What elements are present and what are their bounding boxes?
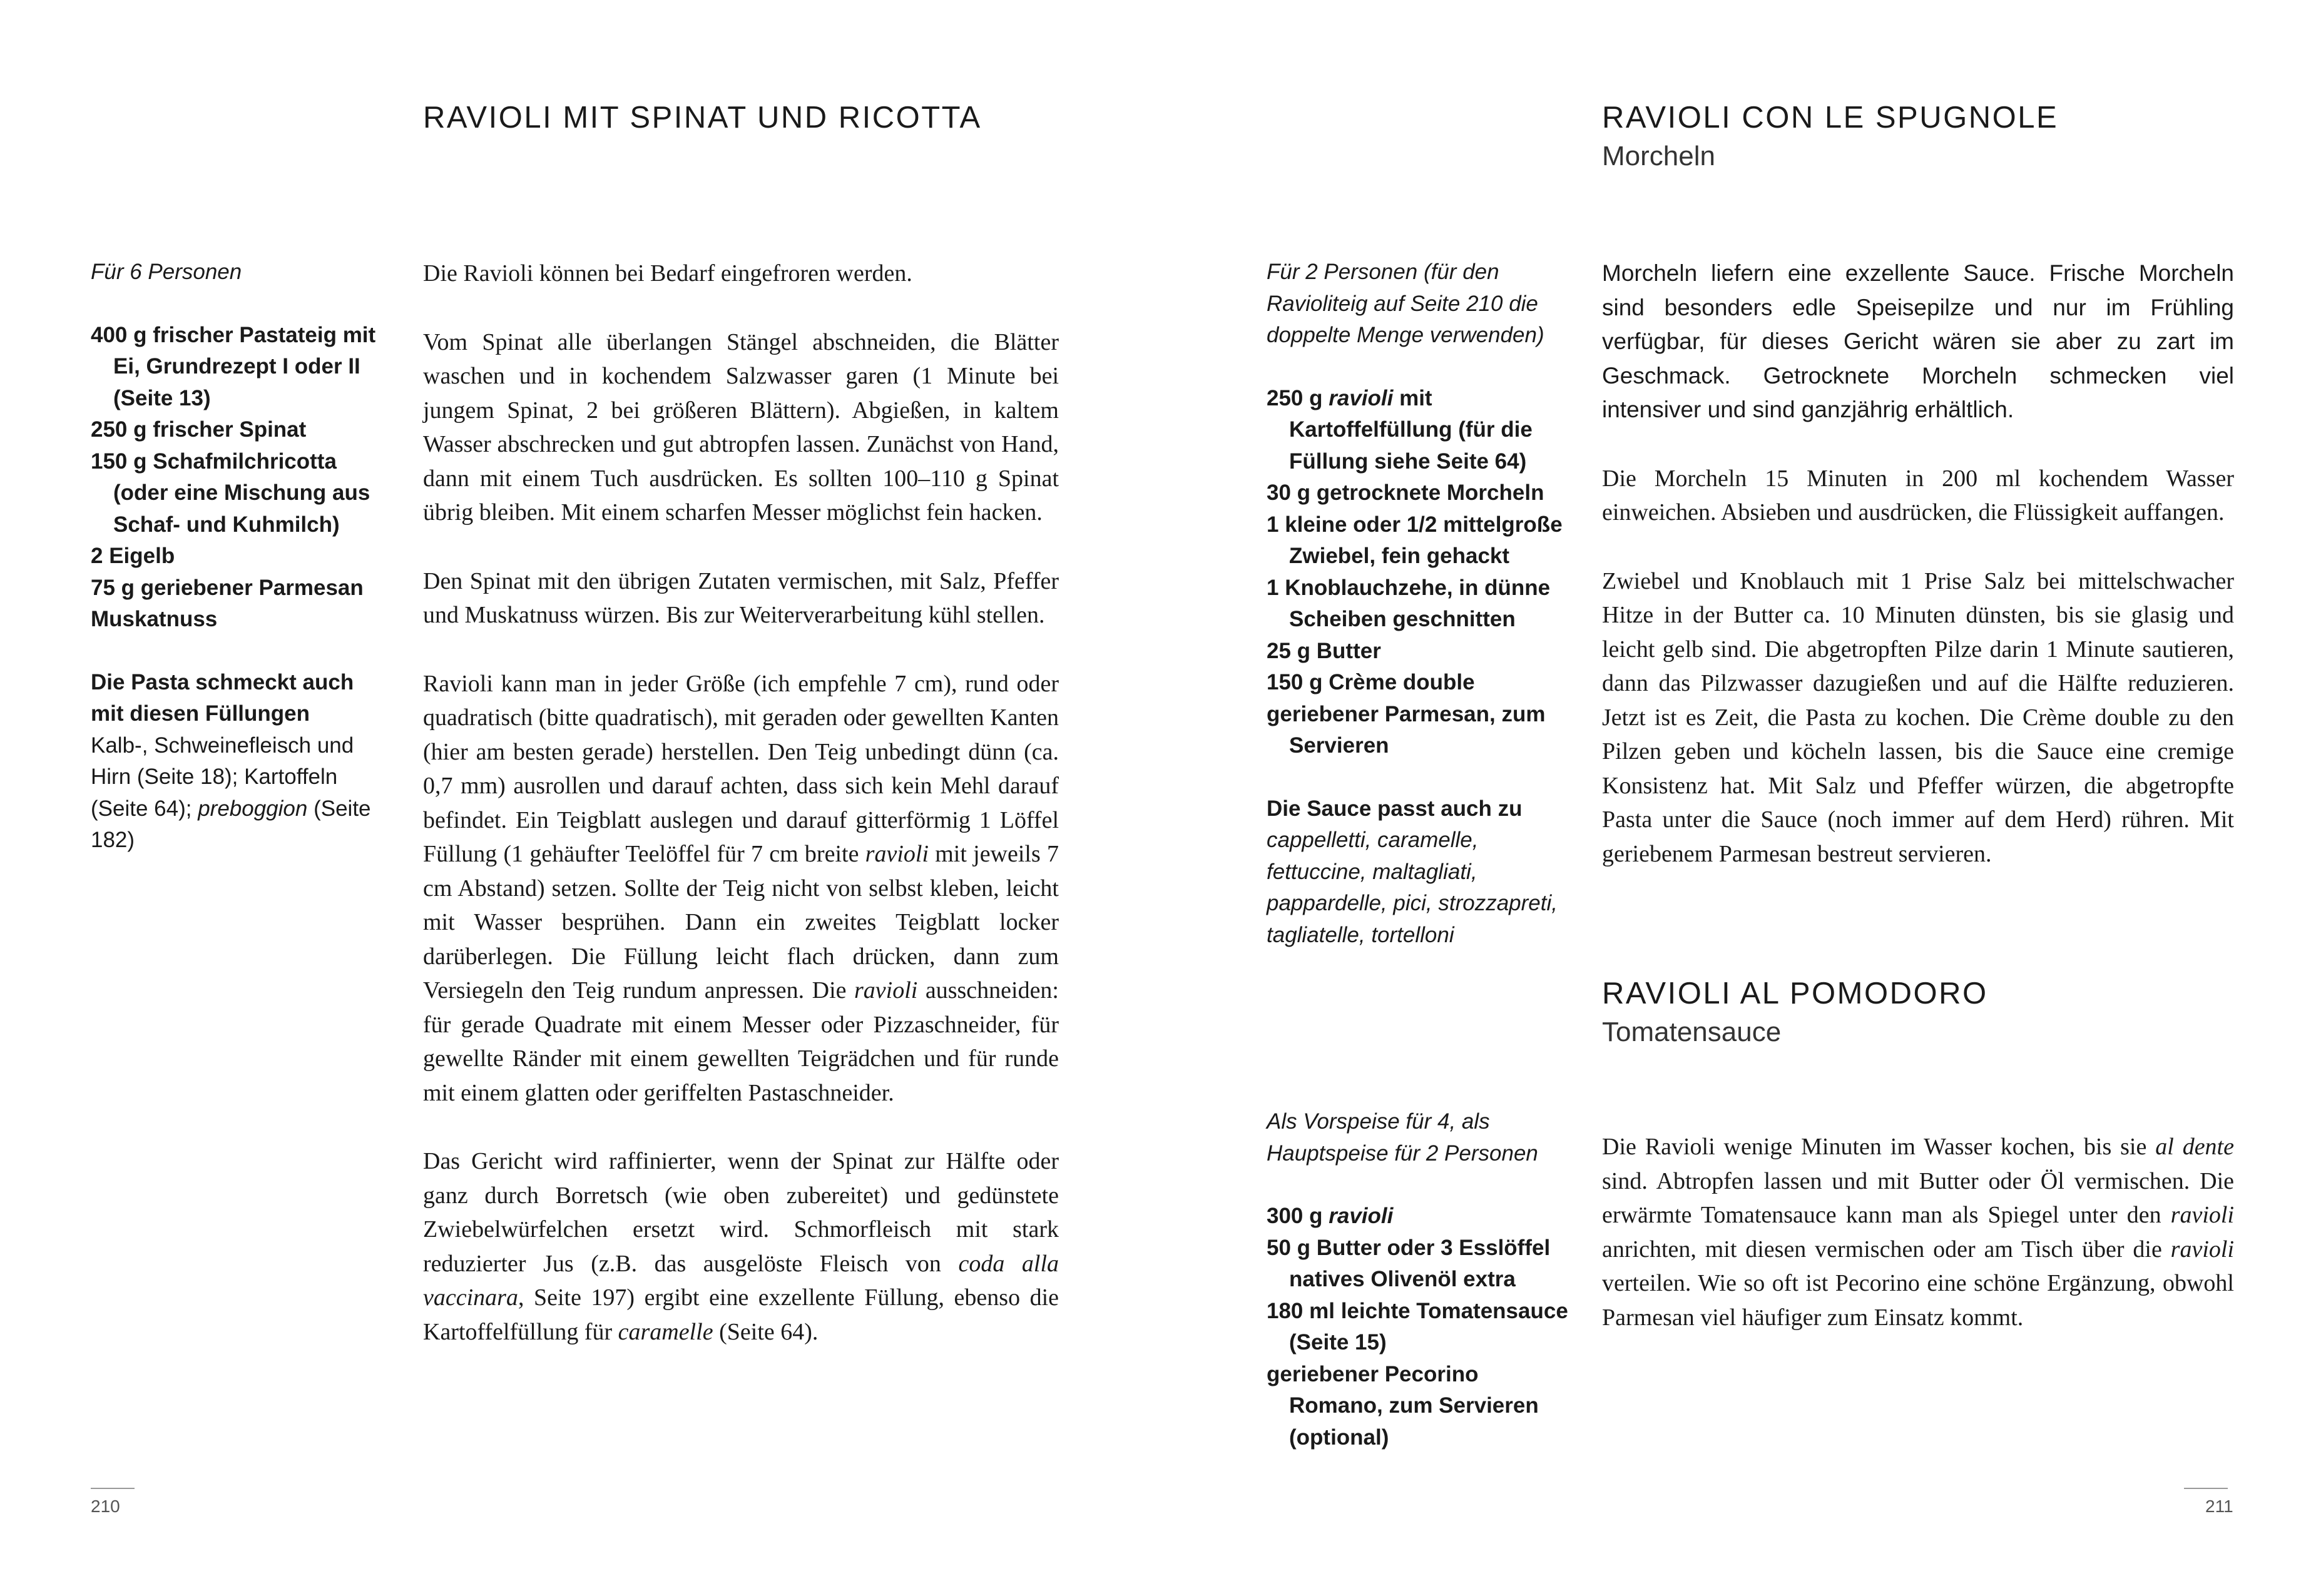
ingredient-item: geriebener Parmesan, zum Servieren [1267,701,1546,758]
note-text: cappelletti, caramelle, fettuccine, maltagliati, pappardelle, pici, strozzapreti, tagliatelle, tortelloni [1267,828,1558,947]
ingredient-item: 300 g ravioli [1267,1204,1394,1228]
body-paragraph: Die Ravioli wenige Minuten im Wasser kochen, bis sie al dente sind. Abtropfen lassen und mit Butter oder Öl vermischen. Die erwärmte Tomatensauce kann man als Spiegel unter den ravioli anrichten, mit diesen vermischen oder am Tisch über die ravioli verteilen. Wie so oft ist Pecorino eine schöne Ergänzung, obwohl Parmesan viel häufiger zum Einsatz kommt. [1602,1134,2234,1331]
body-paragraph: Morcheln liefern eine exzellente Sauce. Frische Morcheln sind besonders edle Speisepilze und nur im Frühling verfügbar, für dieses Gericht wären sie aber zu zart im Geschmack. Getrocknete Morcheln schmecken viel intensiver und sind ganzjährig erhältlich. [1602,260,2234,422]
recipe-body-spinat [423,257,1059,1383]
recipe-subtitle-morcheln: Morcheln [1602,141,1715,171]
ingredient-item: geriebener Pecorino Romano, zum Servieren (optional) [1267,1361,1539,1450]
body-paragraph: Ravioli kann man in jeder Größe (ich empfehle 7 cm), rund oder quadratisch (bitte quadratisch), mit geraden oder gewellten Kanten (hier am besten gerade) herstellen. Den Teig unbedingt dünn (ca. 0,7 mm) ausrollen und darauf achten, dass sich kein Mehl darauf befindet. Ein Teigblatt auslegen und darauf gitterförmig 1 Löffel Füllung (1 gehäufter Teelöffel für 7 cm breite ravioli mit jeweils 7 cm Abstand) setzen. Sollte der Teig nicht von selbst kleben, leicht mit Wasser besprühen. Dann ein zweites Teigblatt locker darüberlegen. Die Füllung leicht flach drücken, dann zum Versiegeln den Teig rundum anpressen. Die ravioli ausschneiden: für gerade Quadrate mit einem Messer oder Pizzaschneider, für gewellte Ränder mit einem gewellten Teigrädchen und für runde mit einem glatten oder geriffelten Pastaschneider. [423,670,1059,1106]
recipe-title-pomodoro: RAVIOLI AL POMODORO [1602,977,1988,1010]
ingredient-item: 180 ml leichte Tomatensauce (Seite 15) [1267,1298,1568,1355]
recipe-subtitle-tomatensauce: Tomatensauce [1602,1017,1782,1047]
body-paragraph: Den Spinat mit den übrigen Zutaten vermischen, mit Salz, Pfeffer und Muskatnuss würzen. Bis zur Weiterverarbeitung kühl stellen. [423,567,1059,628]
body-paragraph: Die Morcheln 15 Minuten in 200 ml kochendem Wasser einweichen. Absieben und ausdrücken, die Flüssigkeit auffangen. [1602,465,2234,526]
ingredient-list [1267,1201,1573,1453]
body-paragraph: Vom Spinat alle überlangen Stängel abschneiden, die Blätter waschen und in kochendem Salzwasser garen (1 Minute bei jungem Spinat, 2 bei größeren Blättern). Abgießen, in kaltem Wasser abschrecken und gut abtropfen lassen. Zunächst von Hand, dann mit einem Tuch ausdrücken. Es sollten 100–110 g Spinat übrig bleiben. Mit einem scharfen Messer möglichst fein hacken. [423,328,1059,526]
body-paragraph: Das Gericht wird raffinierter, wenn der Spinat zur Hälfte oder ganz durch Borretsch (wie oben zubereitet) und gedünstete Zwiebelwürfelchen ersetzt wird. Schmorfleisch mit stark reduzierter Jus (z.B. das ausgelöste Fleisch von coda alla vaccinara, Seite 197) ergibt eine exzellente Füllung, ebenso die Kartoffelfüllung für caramelle (Seite 64). [423,1148,1059,1345]
recipe-title-spugnole: RAVIOLI CON LE SPUGNOLE [1602,101,2059,135]
ingredient-item: 50 g Butter oder 3 Esslöffel natives Olivenöl extra [1267,1235,1551,1291]
ingredient-item: 1 Knoblauchzehe, in dünne Scheiben geschnitten [1267,575,1551,631]
ingredient-item: 150 g Crème double [1267,670,1475,694]
servings: Für 2 Personen (für den Ravioliteig auf Seite 210 die doppelte Menge verwenden) [1267,260,1544,347]
ingredient-list [91,320,391,636]
ingredient-item: 400 g frischer Pastateig mit Ei, Grundrezept I oder II (Seite 13) [91,322,376,410]
sidebar-spugnole [1267,257,1573,951]
sidebar-pomodoro [1267,1106,1573,1453]
page-number-left: 210 [91,1497,120,1516]
note-heading: Die Sauce passt auch zu [1267,796,1523,821]
recipe-body-pomodoro [1602,1130,2234,1369]
note-heading: Die Pasta schmeckt auch mit diesen Füllungen [91,669,354,726]
note-text: Kalb-, Schweinefleisch und Hirn (Seite 18); Kartoffeln (Seite 64); preboggion (Seite 182) [91,733,371,852]
ingredient-item: 250 g frischer Spinat [91,417,307,442]
ingredient-item: 1 kleine oder 1/2 mittelgroße Zwiebel, fein gehackt [1267,512,1563,568]
page-number-right: 211 [2205,1497,2233,1516]
servings: Für 6 Personen [91,260,242,284]
ingredient-item: 30 g getrocknete Morcheln [1267,480,1544,505]
recipe-title-spinat: RAVIOLI MIT SPINAT UND RICOTTA [423,101,982,135]
ingredient-item: Muskatnuss [91,607,218,631]
ingredient-list [1267,383,1573,762]
sidebar-left [91,257,391,856]
body-paragraph: Die Ravioli können bei Bedarf eingefroren werden. [423,260,912,287]
ingredient-item: 75 g geriebener Parmesan [91,575,364,600]
recipe-body-spugnole [1602,257,2234,905]
servings: Als Vorspeise für 4, als Hauptspeise für 2 Personen [1267,1109,1538,1166]
ingredient-item: 2 Eigelb [91,544,175,568]
page-rule-right [2184,1488,2228,1489]
ingredient-item: 25 g Butter [1267,638,1381,663]
page-rule-left [91,1488,135,1489]
ingredient-item: 150 g Schafmilchricotta (oder eine Mischung aus Schaf- und Kuhmilch) [91,449,370,537]
body-paragraph: Zwiebel und Knoblauch mit 1 Prise Salz bei mittelschwacher Hitze in der Butter ca. 10 Minuten dünsten, bis sie glasig und leicht gelb sind. Die abgetropften Pilze darin 1 Minute sautieren, dann das Pilzwasser dazugießen und auf die Hälfte reduzieren. Jetzt ist es Zeit, die Pasta zu kochen. Die Crème double zu den Pilzen geben und köcheln lassen, bis die Sauce eine cremige Konsistenz hat. Mit Salz und Pfeffer würzen, die abgetropfte Pasta unter die Sauce (noch immer auf dem Herd) rühren. Mit geriebenem Parmesan bestreut servieren. [1602,567,2234,867]
ingredient-item: 250 g ravioli mit Kartoffelfüllung (für die Füllung siehe Seite 64) [1267,385,1533,474]
